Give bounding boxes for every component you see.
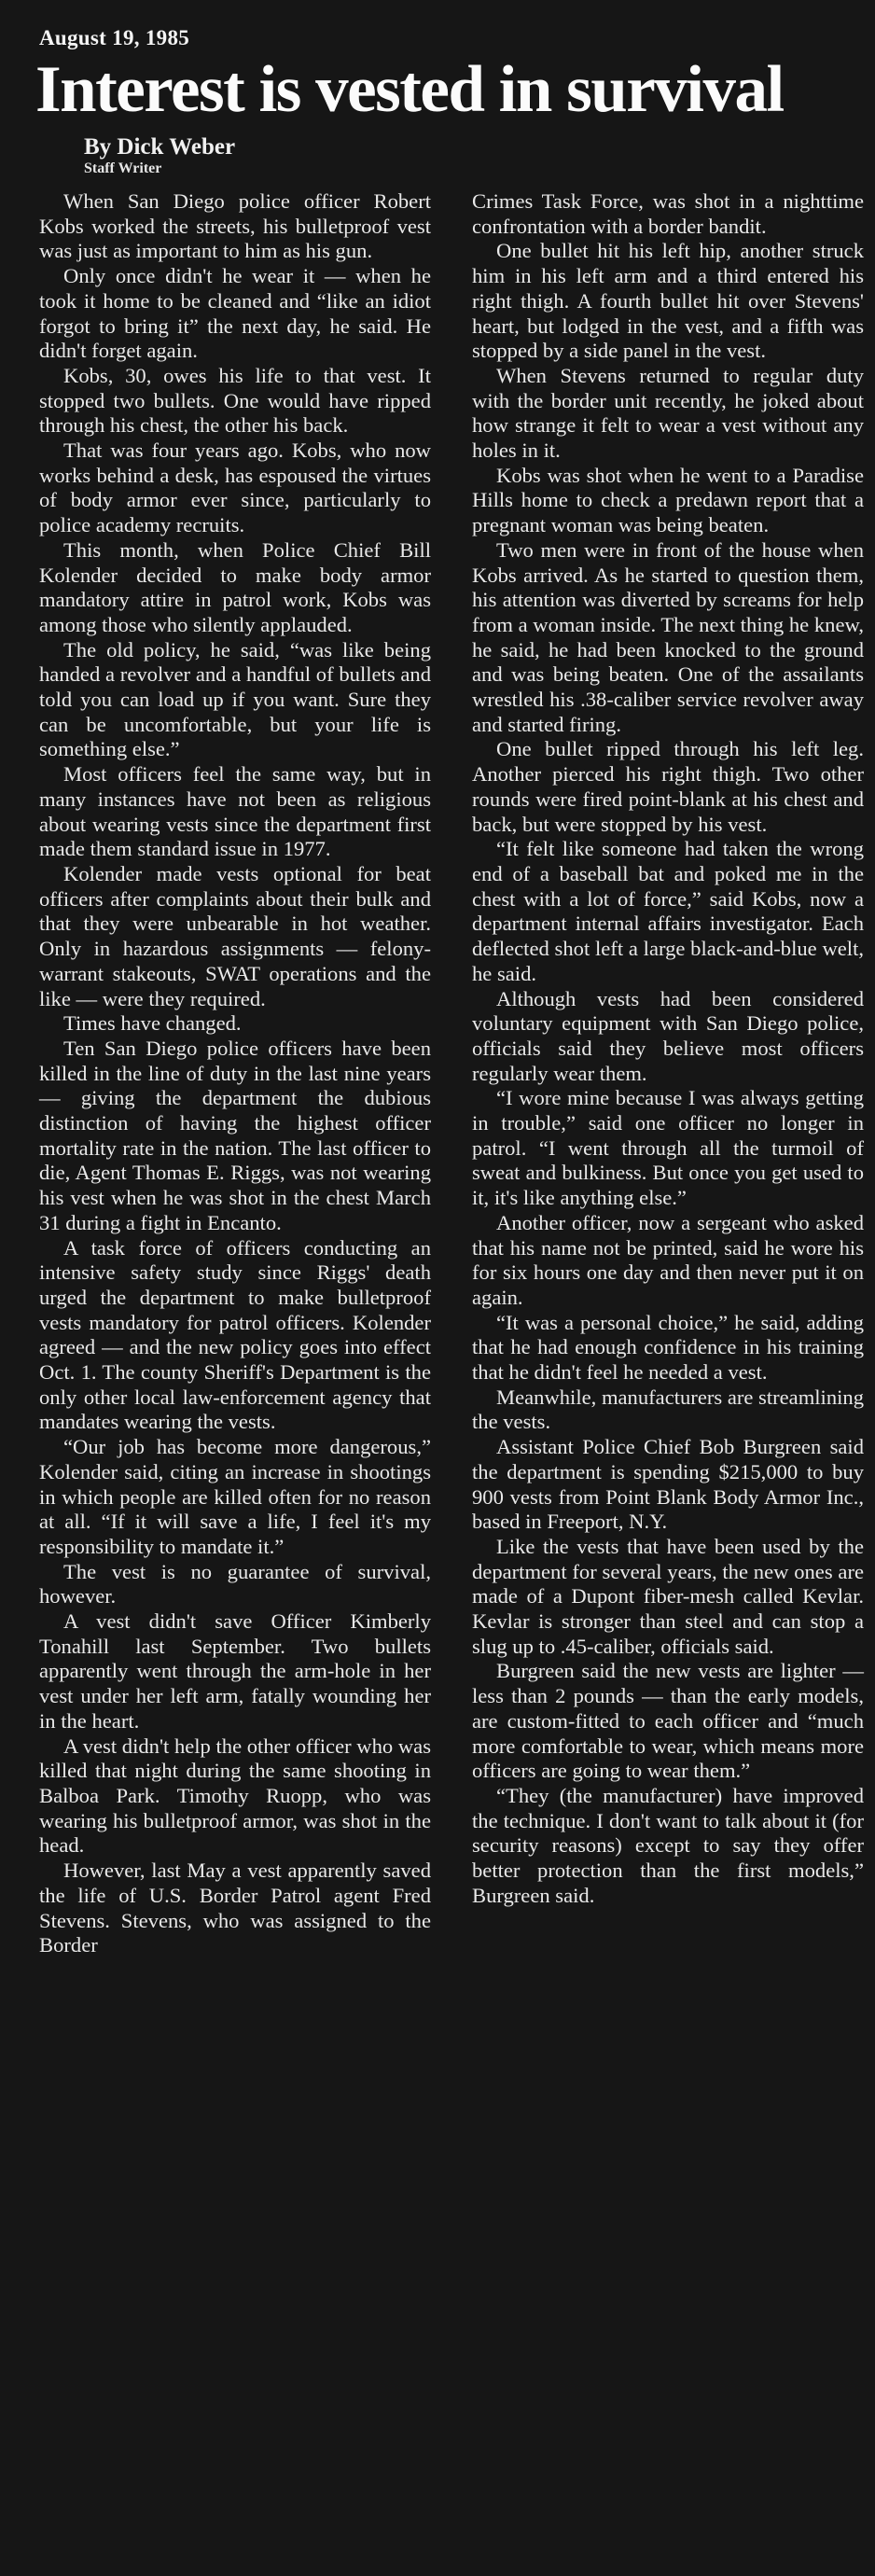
paragraph: However, last May a vest apparently saved the life of U.S. Border Patrol agent Fred Stevens. Stevens, who was assigned to the Border	[39, 1859, 431, 1957]
paragraph: Meanwhile, manufacturers are streamlining the vests.	[472, 1385, 864, 1434]
paragraph: A vest didn't help the other officer who was killed that night during the same shooting in Balboa Park. Timothy Ruopp, who was wearing his bulletproof armor, was shot in the head.	[39, 1734, 431, 1858]
paragraph: A task force of officers conducting an intensive safety study since Riggs' death urged the department to make bulletproof vests mandatory for patrol officers. Kolender agreed — and the new policy goes into effect Oct. 1. The county Sheriff's Department is the only other local law-enforcement agency that mandates wearing the vests.	[39, 1235, 431, 1434]
paragraph: The old policy, he said, “was like being handed a revolver and a handful of bullets and told you can load up if you want. Sure they can be uncomfortable, but your life is something else.”	[39, 637, 431, 761]
article-byline: By Dick Weber	[84, 134, 236, 160]
article-headline: Interest is vested in survival	[35, 53, 784, 126]
paragraph: Two men were in front of the house when Kobs arrived. As he started to question them, his attention was diverted by screams for help from a woman inside. The next thing he knew, he said, he had been knocked to the ground and was being beaten. One of the assailants wrestled his .38-caliber service revolver away and started firing.	[472, 537, 864, 736]
paragraph: One bullet ripped through his left leg. Another pierced his right thigh. Two other rounds were fired point-blank at his chest and back, but were stopped by his vest.	[472, 737, 864, 836]
paragraph: Most officers feel the same way, but in many instances have not been as religious about wearing vests since the department first made them standard issue in 1977.	[39, 762, 431, 861]
text-column-left	[39, 189, 431, 1958]
paragraph: Crimes Task Force, was shot in a nighttime confrontation with a border bandit.	[472, 189, 864, 238]
paragraph: “They (the manufacturer) have improved the technique. I don't want to talk about it (for security reasons) except to say they offer better protection than the first models,” Burgreen said.	[472, 1784, 864, 1907]
paragraph: “It was a personal choice,” he said, adding that he had enough confidence in his training that he didn't feel he needed a vest.	[472, 1310, 864, 1385]
text-column-right	[472, 189, 864, 1958]
paragraph: Another officer, now a sergeant who asked that his name not be printed, said he wore his for six hours one day and then never put it on again.	[472, 1210, 864, 1309]
paragraph: When San Diego police officer Robert Kobs worked the streets, his bulletproof vest was just as important to him as his gun.	[39, 189, 431, 263]
paragraph: Kolender made vests optional for beat officers after complaints about their bulk and that they were unbearable in hot weather. Only in hazardous assignments — felony-warrant stakeouts, SWAT operations and the like — were they required.	[39, 861, 431, 1010]
paragraph: Like the vests that have been used by the department for several years, the new ones are made of a Dupont fiber-mesh called Kevlar. Kevlar is stronger than steel and can stop a slug up to .45-caliber, officials said.	[472, 1534, 864, 1658]
paragraph: Ten San Diego police officers have been killed in the line of duty in the last nine years — giving the department the dubious distinction of having the highest officer mortality rate in the nation. The last officer to die, Agent Thomas E. Riggs, was not wearing his vest when he was shot in the chest March 31 during a fight in Encanto.	[39, 1036, 431, 1234]
article-date: August 19, 1985	[39, 26, 190, 49]
paragraph: Kobs, 30, owes his life to that vest. It stopped two bullets. One would have ripped through his chest, the other his back.	[39, 363, 431, 438]
paragraph: A vest didn't save Officer Kimberly Tonahill last September. Two bullets apparently went through the arm-hole in her vest under her left arm, fatally wounding her in the heart.	[39, 1609, 431, 1733]
paragraph: When Stevens returned to regular duty with the border unit recently, he joked about how strange it felt to wear a vest without any holes in it.	[472, 363, 864, 463]
paragraph: Assistant Police Chief Bob Burgreen said the department is spending $215,000 to buy 900 vests from Point Blank Body Armor Inc., based in Freeport, N.Y.	[472, 1435, 864, 1534]
author-role: Staff Writer	[84, 160, 162, 176]
paragraph: The vest is no guarantee of survival, however.	[39, 1559, 431, 1608]
paragraph: “I wore mine because I was always getting in trouble,” said one officer no longer in patrol. “I went through all the turmoil of sweat and bulkiness. But once you get used to it, it's like anything else.”	[472, 1086, 864, 1210]
paragraph: Only once didn't he wear it — when he took it home to be cleaned and “like an idiot forgot to bring it” the next day, he said. He didn't forget again.	[39, 264, 431, 363]
paragraph: Kobs was shot when he went to a Paradise Hills home to check a predawn report that a pregnant woman was being beaten.	[472, 463, 864, 537]
paragraph: “It felt like someone had taken the wrong end of a baseball bat and poked me in the chest with a lot of force,” said Kobs, now a department internal affairs investigator. Each deflected shot left a large black-and-blue welt, he said.	[472, 837, 864, 985]
paragraph: “Our job has become more dangerous,” Kolender said, citing an increase in shootings in which people are killed often for no reason at all. “If it will save a life, I feel it's my responsibility to mandate it.”	[39, 1435, 431, 1558]
article-body	[39, 189, 864, 1958]
paragraph: That was four years ago. Kobs, who now works behind a desk, has espoused the virtues of body armor ever since, particularly to police academy recruits.	[39, 439, 431, 537]
paragraph: This month, when Police Chief Bill Kolender decided to make body armor mandatory attire in patrol work, Kobs was among those who silently applauded.	[39, 537, 431, 636]
paragraph: One bullet hit his left hip, another struck him in his left arm and a third entered his right thigh. A fourth bullet hit over Stevens' heart, but lodged in the vest, and a fifth was stopped by a side panel in the vest.	[472, 239, 864, 363]
paragraph: Although vests had been considered voluntary equipment with San Diego police, officials said they believe most officers regularly wear them.	[472, 986, 864, 1085]
paragraph: Burgreen said the new vests are lighter — less than 2 pounds — than the early models, are custom-fitted to each officer and “much more comfortable to wear, which means more officers are going to wear them.”	[472, 1659, 864, 1783]
paragraph: Times have changed.	[63, 1011, 242, 1036]
